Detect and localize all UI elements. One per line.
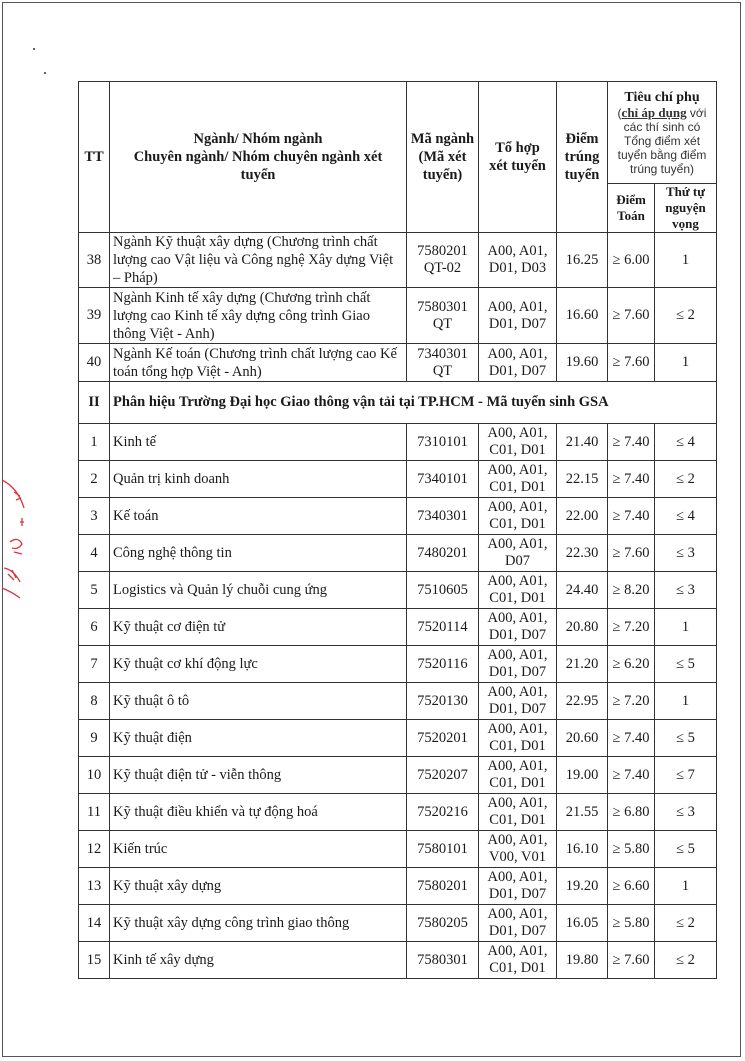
cell-score: 20.80 <box>557 609 608 646</box>
cell-tt: 8 <box>79 683 110 720</box>
cell-math: ≥ 5.80 <box>608 905 655 942</box>
cell-code: 7580205 <box>407 905 479 942</box>
cell-math: ≥ 6.80 <box>608 794 655 831</box>
cell-combo: A00, A01, C01, D01 <box>479 942 557 979</box>
cell-score: 22.30 <box>557 535 608 572</box>
cell-priority: ≤ 2 <box>655 288 717 344</box>
admissions-table <box>78 81 717 979</box>
cell-priority: ≤ 3 <box>655 794 717 831</box>
section-row <box>79 382 717 424</box>
cell-score: 21.20 <box>557 646 608 683</box>
cell-math: ≥ 7.20 <box>608 609 655 646</box>
cell-priority: ≤ 3 <box>655 535 717 572</box>
table-row <box>79 288 717 344</box>
cell-tt: 4 <box>79 535 110 572</box>
cell-score: 16.25 <box>557 233 608 288</box>
col-header-major-line2: Chuyên ngành/ Nhóm chuyên ngành xét tuyển <box>133 149 383 183</box>
cell-math: ≥ 7.40 <box>608 424 655 461</box>
cell-code: 7340101 <box>407 461 479 498</box>
cell-combo: A00, A01, D01, D07 <box>479 609 557 646</box>
cell-name: Kỹ thuật cơ điện tử <box>110 609 407 646</box>
cell-math: ≥ 5.80 <box>608 831 655 868</box>
cell-score: 20.60 <box>557 720 608 757</box>
cell-combo: A00, A01, D01, D07 <box>479 288 557 344</box>
col-header-priority: Thứ tự nguyện vọng <box>655 184 717 233</box>
cell-score: 21.40 <box>557 424 608 461</box>
cell-name: Kỹ thuật cơ khí động lực <box>110 646 407 683</box>
cell-tt: 38 <box>79 233 110 288</box>
cell-code: 7580101 <box>407 831 479 868</box>
col-header-tt: TT <box>79 82 110 233</box>
cell-priority: 1 <box>655 683 717 720</box>
cell-math: ≥ 7.40 <box>608 498 655 535</box>
cell-combo: A00, A01, D01, D07 <box>479 646 557 683</box>
cell-math: ≥ 7.40 <box>608 720 655 757</box>
cell-name: Kỹ thuật điều khiển và tự động hoá <box>110 794 407 831</box>
cell-name: Kỹ thuật điện tử - viễn thông <box>110 757 407 794</box>
cell-priority: ≤ 5 <box>655 720 717 757</box>
cell-priority: ≤ 3 <box>655 572 717 609</box>
cell-combo: A00, A01, D01, D07 <box>479 683 557 720</box>
cell-code: 7580201 QT-02 <box>407 233 479 288</box>
cell-code: 7580301 <box>407 942 479 979</box>
cell-priority: 1 <box>655 868 717 905</box>
cell-name: Logistics và Quản lý chuỗi cung ứng <box>110 572 407 609</box>
cell-tt: 1 <box>79 424 110 461</box>
cell-name: Kinh tế <box>110 424 407 461</box>
criteria-note: (chỉ áp dụng với các thí sinh có Tổng điểm xét tuyển bằng điểm trúng tuyển) <box>617 105 707 176</box>
cell-combo: A00, A01, C01, D01 <box>479 794 557 831</box>
cell-tt: 9 <box>79 720 110 757</box>
cell-math: ≥ 6.20 <box>608 646 655 683</box>
cell-tt: 12 <box>79 831 110 868</box>
cell-code: 7520114 <box>407 609 479 646</box>
cell-code: 7520130 <box>407 683 479 720</box>
cell-name: Công nghệ thông tin <box>110 535 407 572</box>
table-row <box>79 233 717 288</box>
scan-speck <box>33 48 35 50</box>
table-row <box>79 831 717 868</box>
criteria-note-underlined: chỉ áp dụng <box>621 105 687 120</box>
cell-score: 19.20 <box>557 868 608 905</box>
cell-combo: A00, A01, C01, D01 <box>479 720 557 757</box>
cell-combo: A00, A01, C01, D01 <box>479 572 557 609</box>
cell-score: 16.05 <box>557 905 608 942</box>
cell-math: ≥ 7.60 <box>608 288 655 344</box>
cell-priority: ≤ 4 <box>655 498 717 535</box>
cell-tt: 5 <box>79 572 110 609</box>
table-row <box>79 868 717 905</box>
cell-tt: 13 <box>79 868 110 905</box>
cell-code: 7520116 <box>407 646 479 683</box>
scan-speck <box>44 72 46 74</box>
cell-combo: A00, A01, D01, D07 <box>479 344 557 382</box>
cell-math: ≥ 7.40 <box>608 757 655 794</box>
cell-name: Kỹ thuật điện <box>110 720 407 757</box>
cell-priority: ≤ 2 <box>655 461 717 498</box>
cell-tt: 6 <box>79 609 110 646</box>
cell-score: 19.80 <box>557 942 608 979</box>
table-row <box>79 757 717 794</box>
cell-name: Kỹ thuật ô tô <box>110 683 407 720</box>
cell-combo: A00, A01, C01, D01 <box>479 461 557 498</box>
cell-priority: 1 <box>655 609 717 646</box>
cell-code: 7580201 <box>407 868 479 905</box>
cell-code: 7480201 <box>407 535 479 572</box>
col-header-criteria <box>608 82 717 184</box>
cell-score: 22.95 <box>557 683 608 720</box>
col-header-major-line1: Ngành/ Nhóm ngành <box>193 131 323 147</box>
cell-score: 22.15 <box>557 461 608 498</box>
cell-combo: A00, A01, C01, D01 <box>479 424 557 461</box>
table-row <box>79 535 717 572</box>
cell-code: 7340301 QT <box>407 344 479 382</box>
cell-math: ≥ 8.20 <box>608 572 655 609</box>
cell-math: ≥ 7.60 <box>608 344 655 382</box>
cell-name: Kiến trúc <box>110 831 407 868</box>
col-header-major <box>110 82 407 233</box>
col-header-code: Mã ngành (Mã xét tuyển) <box>407 82 479 233</box>
col-header-combo: Tổ hợp xét tuyển <box>479 82 557 233</box>
cell-tt: 3 <box>79 498 110 535</box>
cell-name: Ngành Kế toán (Chương trình chất lượng cao Kế toán tổng hợp Việt - Anh) <box>110 344 407 382</box>
table-row <box>79 461 717 498</box>
cell-tt: 11 <box>79 794 110 831</box>
cell-math: ≥ 7.60 <box>608 942 655 979</box>
cell-combo: A00, A01, D01, D07 <box>479 868 557 905</box>
table-row <box>79 609 717 646</box>
cell-priority: ≤ 2 <box>655 942 717 979</box>
cell-score: 24.40 <box>557 572 608 609</box>
cell-priority: ≤ 4 <box>655 424 717 461</box>
cell-score: 16.60 <box>557 288 608 344</box>
cell-code: 7520207 <box>407 757 479 794</box>
cell-math: ≥ 7.20 <box>608 683 655 720</box>
criteria-title: Tiêu chí phụ <box>624 90 700 105</box>
cell-combo: A00, A01, D01, D03 <box>479 233 557 288</box>
cell-name: Ngành Kinh tế xây dựng (Chương trình chất lượng cao Kinh tế xây dựng công trình Giao thông Việt - Anh) <box>110 288 407 344</box>
cell-tt: 40 <box>79 344 110 382</box>
table-row <box>79 720 717 757</box>
cell-name: Kỹ thuật xây dựng công trình giao thông <box>110 905 407 942</box>
cell-score: 21.55 <box>557 794 608 831</box>
cell-name: Kỹ thuật xây dựng <box>110 868 407 905</box>
cell-score: 22.00 <box>557 498 608 535</box>
cell-name: Quản trị kinh doanh <box>110 461 407 498</box>
cell-code: 7520216 <box>407 794 479 831</box>
cell-priority: ≤ 5 <box>655 831 717 868</box>
cell-priority: 1 <box>655 344 717 382</box>
cell-combo: A00, A01, D01, D07 <box>479 905 557 942</box>
cell-tt: 15 <box>79 942 110 979</box>
cell-priority: 1 <box>655 233 717 288</box>
cell-tt: 39 <box>79 288 110 344</box>
table-row <box>79 424 717 461</box>
table-row <box>79 683 717 720</box>
cell-name: Kế toán <box>110 498 407 535</box>
cell-tt: 10 <box>79 757 110 794</box>
section-title: Phân hiệu Trường Đại học Giao thông vận tải tại TP.HCM - Mã tuyển sinh GSA <box>110 382 717 424</box>
table-row <box>79 905 717 942</box>
cell-code: 7510605 <box>407 572 479 609</box>
cell-score: 19.60 <box>557 344 608 382</box>
table-row <box>79 498 717 535</box>
cell-combo: A00, A01, C01, D01 <box>479 498 557 535</box>
section-tt: II <box>79 382 110 424</box>
cell-combo: A00, A01, D07 <box>479 535 557 572</box>
table-row <box>79 572 717 609</box>
table-row <box>79 646 717 683</box>
table-row <box>79 794 717 831</box>
cell-priority: ≤ 2 <box>655 905 717 942</box>
cell-combo: A00, A01, C01, D01 <box>479 757 557 794</box>
cell-priority: ≤ 7 <box>655 757 717 794</box>
cell-score: 16.10 <box>557 831 608 868</box>
table-row <box>79 344 717 382</box>
col-header-score: Điểm trúng tuyển <box>557 82 608 233</box>
cell-code: 7520201 <box>407 720 479 757</box>
table-row <box>79 942 717 979</box>
cell-math: ≥ 7.40 <box>608 461 655 498</box>
cell-name: Kinh tế xây dựng <box>110 942 407 979</box>
cell-code: 7340301 <box>407 498 479 535</box>
cell-tt: 14 <box>79 905 110 942</box>
cell-priority: ≤ 5 <box>655 646 717 683</box>
col-header-math: Điểm Toán <box>608 184 655 233</box>
cell-math: ≥ 7.60 <box>608 535 655 572</box>
cell-math: ≥ 6.60 <box>608 868 655 905</box>
red-stamp-fragment <box>0 470 40 600</box>
cell-code: 7580301 QT <box>407 288 479 344</box>
cell-score: 19.00 <box>557 757 608 794</box>
cell-combo: A00, A01, V00, V01 <box>479 831 557 868</box>
cell-code: 7310101 <box>407 424 479 461</box>
cell-math: ≥ 6.00 <box>608 233 655 288</box>
cell-tt: 2 <box>79 461 110 498</box>
cell-tt: 7 <box>79 646 110 683</box>
cell-name: Ngành Kỹ thuật xây dựng (Chương trình chất lượng cao Vật liệu và Công nghệ Xây dựng Việt – Pháp) <box>110 233 407 288</box>
